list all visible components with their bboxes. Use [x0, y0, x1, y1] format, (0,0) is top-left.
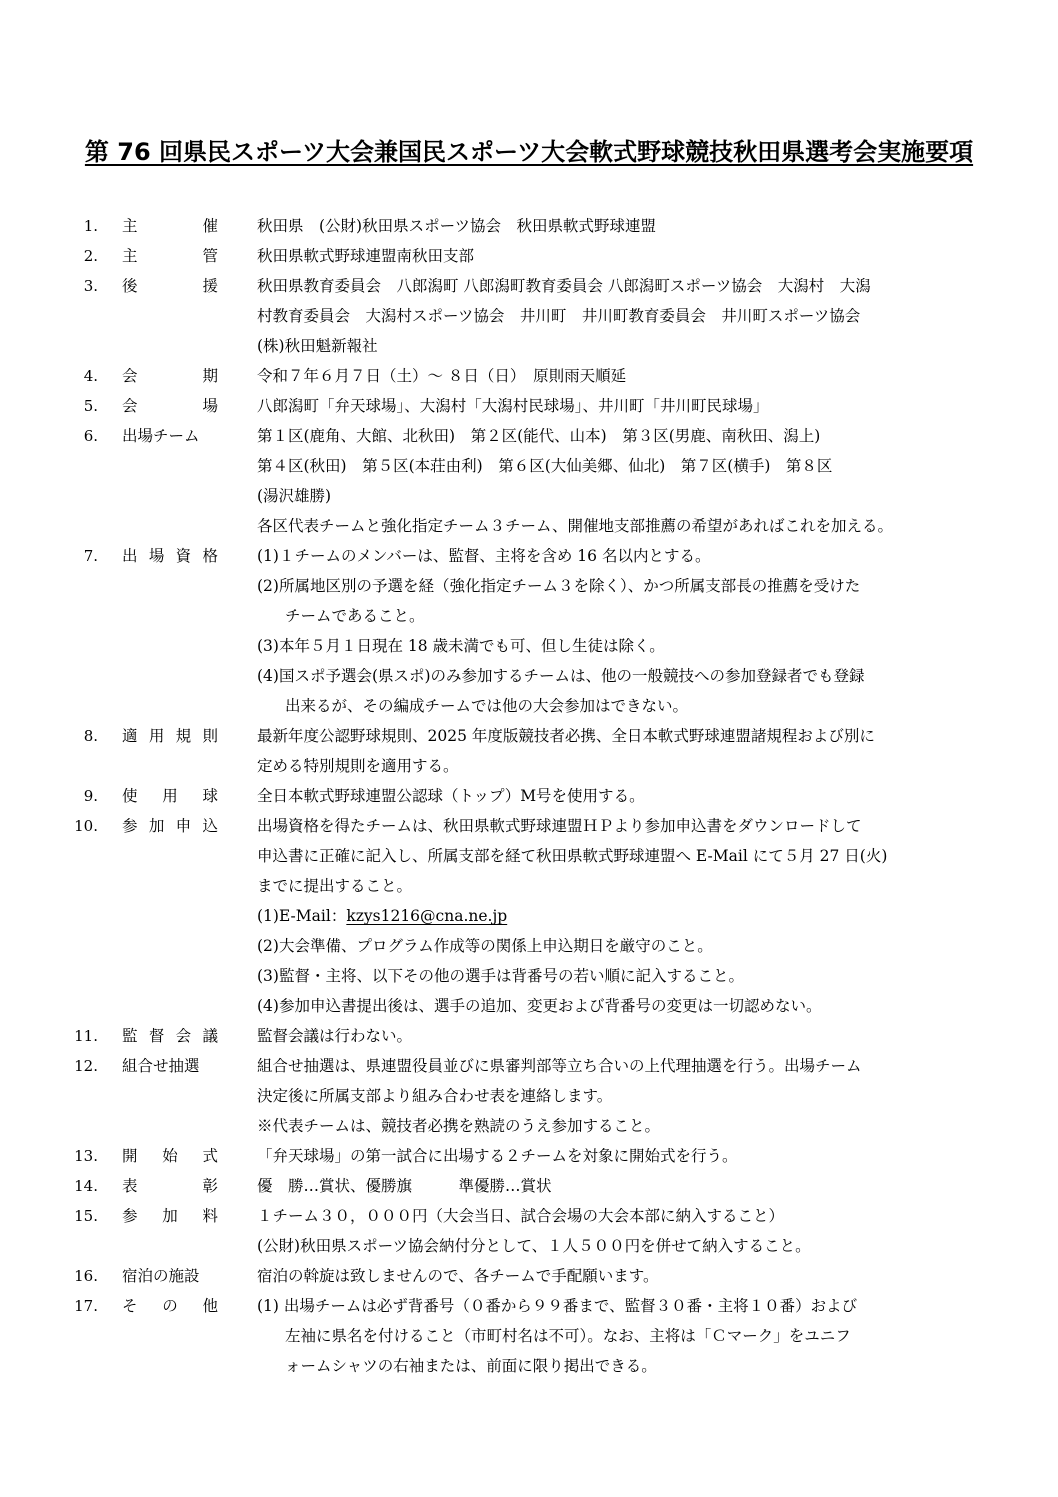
item-label — [122, 391, 218, 421]
item-line: 宿泊の斡旋は致しませんので、各チームで手配願います。 — [257, 1267, 659, 1285]
item-label — [122, 1021, 218, 1051]
item-label-part: 他 — [202, 1297, 218, 1315]
item-content — [257, 421, 977, 541]
item-line: (3)監督・主将、以下その他の選手は背番号の若い順に記入すること。 — [257, 967, 744, 985]
item-line: 秋田県 (公財)秋田県スポーツ協会 秋田県軟式野球連盟 — [257, 217, 656, 235]
item-content — [257, 1261, 977, 1291]
item-line: ※代表チームは、競技者必携を熟読のうえ参加すること。 — [257, 1117, 661, 1135]
item-number: 5. — [83, 397, 98, 415]
item-label — [122, 811, 218, 841]
item-label-part: 場 — [202, 397, 218, 415]
item-label-part: 会 — [122, 397, 138, 415]
item-label-part: 宿泊の施設 — [122, 1267, 200, 1285]
item-line: 「弁天球場」の第一試合に出場する２チームを対象に開始式を行う。 — [257, 1147, 738, 1165]
item-7 — [0, 541, 1058, 721]
item-label-part: 則 — [202, 727, 218, 745]
item-label-part: そ — [122, 1297, 138, 1315]
item-label-part: 開 — [122, 1147, 138, 1165]
item-10 — [0, 811, 1058, 1021]
item-line: 決定後に所属支部より組み合わせ表を連絡します。 — [257, 1087, 613, 1105]
item-number: 9. — [83, 787, 98, 805]
item-label — [122, 1051, 218, 1081]
item-number: 14. — [74, 1177, 98, 1195]
item-line: (1)１チームのメンバーは、監督、主将を含め 16 名以内とする。 — [257, 547, 711, 565]
item-label — [122, 781, 218, 811]
item-line: 申込書に正確に記入し、所属支部を経て秋田県軟式野球連盟へ E-Mail にて５月 27 日(火) — [257, 847, 888, 865]
item-line: 各区代表チームと強化指定チーム３チーム、開催地支部推薦の希望があればこれを加える。 — [257, 517, 893, 535]
item-content — [257, 361, 977, 391]
item-label-part: 組合せ抽選 — [122, 1057, 200, 1075]
item-label-part: の — [162, 1297, 178, 1315]
item-line: 優 勝…賞状、優勝旗 準優勝…賞状 — [257, 1177, 552, 1195]
item-label — [122, 541, 218, 571]
document-title: 第 76 回県民スポーツ大会兼国民スポーツ大会軟式野球競技秋田県選考会実施要項 — [84, 138, 974, 166]
item-content — [257, 1171, 977, 1201]
item-label-part: 彰 — [202, 1177, 218, 1195]
item-label — [122, 1261, 218, 1291]
item-label — [122, 1171, 218, 1201]
item-content — [257, 1291, 977, 1381]
item-number: 4. — [83, 367, 98, 385]
item-line: (公財)秋田県スポーツ協会納付分として、１人５００円を併せて納入すること。 — [257, 1237, 811, 1255]
item-label-part: 料 — [202, 1207, 218, 1225]
item-line: 出場資格を得たチームは、秋田県軟式野球連盟ＨＰより参加申込書をダウンロードして — [257, 817, 862, 835]
item-label-part: 加 — [162, 1207, 178, 1225]
item-12 — [0, 1051, 1058, 1141]
item-17 — [0, 1291, 1058, 1381]
item-16 — [0, 1261, 1058, 1291]
item-line: 出来るが、その編成チームでは他の大会参加はできない。 — [285, 697, 689, 715]
item-line: 八郎潟町「弁天球場」、大潟村「大潟村民球場」、井川町「井川町民球場」 — [257, 397, 769, 415]
item-label-part: 場 — [148, 547, 165, 565]
item-number: 2. — [83, 247, 98, 265]
item-content — [257, 1201, 977, 1261]
item-label-part: 監 — [122, 1027, 138, 1045]
item-line: 最新年度公認野球規則、2025 年度版競技者必携、全日本軟式野球連盟諸規程および別に — [257, 727, 875, 745]
item-number: 3. — [83, 277, 98, 295]
email-link[interactable]: kzys1216@cna.ne.jp — [346, 907, 508, 925]
item-label-part: 議 — [202, 1027, 218, 1045]
item-1 — [0, 211, 1058, 241]
item-line: までに提出すること。 — [257, 877, 413, 895]
item-line — [257, 901, 977, 931]
item-14 — [0, 1171, 1058, 1201]
item-11 — [0, 1021, 1058, 1051]
item-content — [257, 211, 977, 241]
item-content — [257, 1021, 977, 1051]
item-label — [122, 241, 218, 271]
item-label-part: 用 — [148, 727, 165, 745]
item-line: (4)国スポ予選会(県スポ)のみ参加するチームは、他の一般競技への参加登録者でも登録 — [257, 667, 865, 685]
item-label — [122, 721, 218, 751]
item-content — [257, 1051, 977, 1141]
item-label-part: 主 — [122, 247, 138, 265]
item-13 — [0, 1141, 1058, 1171]
item-label-part: 主 — [122, 217, 138, 235]
item-label-part: 管 — [202, 247, 218, 265]
item-line: １チーム３０，０００円（大会当日、試合会場の大会本部に納入すること） — [257, 1207, 785, 1225]
item-label-part: 出場チーム — [122, 427, 200, 445]
item-label — [122, 1141, 218, 1171]
item-label — [122, 361, 218, 391]
item-content — [257, 721, 977, 781]
item-line: (2)大会準備、プログラム作成等の関係上申込期日を厳守のこと。 — [257, 937, 713, 955]
item-label-part: 催 — [202, 217, 218, 235]
item-label-part: 会 — [175, 1027, 192, 1045]
item-5 — [0, 391, 1058, 421]
item-label — [122, 271, 218, 301]
item-label-part: 申 — [175, 817, 192, 835]
item-line: (株)秋田魁新報社 — [257, 337, 378, 355]
item-label-part: 援 — [202, 277, 218, 295]
item-content — [257, 811, 977, 1021]
item-line: 第４区(秋田) 第５区(本荘由利) 第６区(大仙美郷、仙北) 第７区(横手) 第８区 — [257, 457, 833, 475]
item-8 — [0, 721, 1058, 781]
item-label-part: 資 — [175, 547, 192, 565]
item-number: 11. — [74, 1027, 98, 1045]
item-label-part: 参 — [122, 817, 138, 835]
item-label-part: 適 — [122, 727, 138, 745]
item-line: 秋田県教育委員会 八郎潟町 八郎潟町教育委員会 八郎潟町スポーツ協会 大潟村 大潟 — [257, 277, 871, 295]
item-line: 左袖に県名を付けること（市町村名は不可）。なお、主将は「Ｃマーク」をユニフ — [285, 1327, 851, 1345]
item-6 — [0, 421, 1058, 541]
item-number: 7. — [83, 547, 98, 565]
item-content — [257, 391, 977, 421]
item-number: 8. — [83, 727, 98, 745]
item-content — [257, 1141, 977, 1171]
item-line: 全日本軟式野球連盟公認球（トップ）M号を使用する。 — [257, 787, 645, 805]
item-number: 10. — [74, 817, 98, 835]
item-label-part: 始 — [162, 1147, 178, 1165]
item-line: ォームシャツの右袖または、前面に限り掲出できる。 — [285, 1357, 657, 1375]
item-label — [122, 211, 218, 241]
item-label-part: 規 — [175, 727, 192, 745]
item-label-part: 球 — [202, 787, 218, 805]
item-number: 13. — [74, 1147, 98, 1165]
item-15 — [0, 1201, 1058, 1261]
item-line: 第１区(鹿角、大館、北秋田) 第２区(能代、山本) 第３区(男鹿、南秋田、潟上) — [257, 427, 821, 445]
item-label-part: 格 — [202, 547, 218, 565]
item-label-part: 用 — [162, 787, 178, 805]
item-number: 17. — [74, 1297, 98, 1315]
item-label-part: 式 — [202, 1147, 218, 1165]
item-label-part: 後 — [122, 277, 138, 295]
item-label-part: 会 — [122, 367, 138, 385]
item-line: 令和７年６月７日（土）～ ８日（日） 原則雨天順延 — [257, 367, 627, 385]
item-line: 定める特別規則を適用する。 — [257, 757, 459, 775]
document-body — [0, 211, 1058, 1381]
item-2 — [0, 241, 1058, 271]
item-label-part: 期 — [202, 367, 218, 385]
item-3 — [0, 271, 1058, 361]
email-prefix: (1)E-Mail： — [257, 907, 347, 925]
item-number: 6. — [83, 427, 98, 445]
item-line: 監督会議は行わない。 — [257, 1027, 413, 1045]
item-label-part: 使 — [122, 787, 138, 805]
item-number: 1. — [83, 217, 98, 235]
item-content — [257, 241, 977, 271]
item-label — [122, 421, 218, 451]
item-content — [257, 541, 977, 721]
item-label-part: 出 — [122, 547, 138, 565]
item-line: 組合せ抽選は、県連盟役員並びに県審判部等立ち合いの上代理抽選を行う。出場チーム — [257, 1057, 862, 1075]
item-label-part: 表 — [122, 1177, 138, 1195]
item-label-part: 加 — [148, 817, 165, 835]
item-line: 村教育委員会 大潟村スポーツ協会 井川町 井川町教育委員会 井川町スポーツ協会 — [257, 307, 861, 325]
item-line: 秋田県軟式野球連盟南秋田支部 — [257, 247, 475, 265]
item-line: (湯沢雄勝) — [257, 487, 332, 505]
item-label — [122, 1201, 218, 1231]
item-4 — [0, 361, 1058, 391]
item-number: 12. — [74, 1057, 98, 1075]
item-line: (2)所属地区別の予選を経（強化指定チーム３を除く）、かつ所属支部長の推薦を受けた — [257, 577, 861, 595]
item-label-part: 督 — [148, 1027, 165, 1045]
item-line: (4)参加申込書提出後は、選手の追加、変更および背番号の変更は一切認めない。 — [257, 997, 822, 1015]
item-label-part: 参 — [122, 1207, 138, 1225]
item-content — [257, 271, 977, 361]
item-line: チームであること。 — [285, 607, 425, 625]
item-label — [122, 1291, 218, 1321]
item-9 — [0, 781, 1058, 811]
item-line: (3)本年５月１日現在 18 歳未満でも可、但し生徒は除く。 — [257, 637, 665, 655]
item-label-part: 込 — [202, 817, 218, 835]
item-number: 16. — [74, 1267, 98, 1285]
item-number: 15. — [74, 1207, 98, 1225]
item-line: (1) 出場チームは必ず背番号（０番から９９番まで、監督３０番・主将１０番）および — [257, 1297, 858, 1315]
item-content — [257, 781, 977, 811]
